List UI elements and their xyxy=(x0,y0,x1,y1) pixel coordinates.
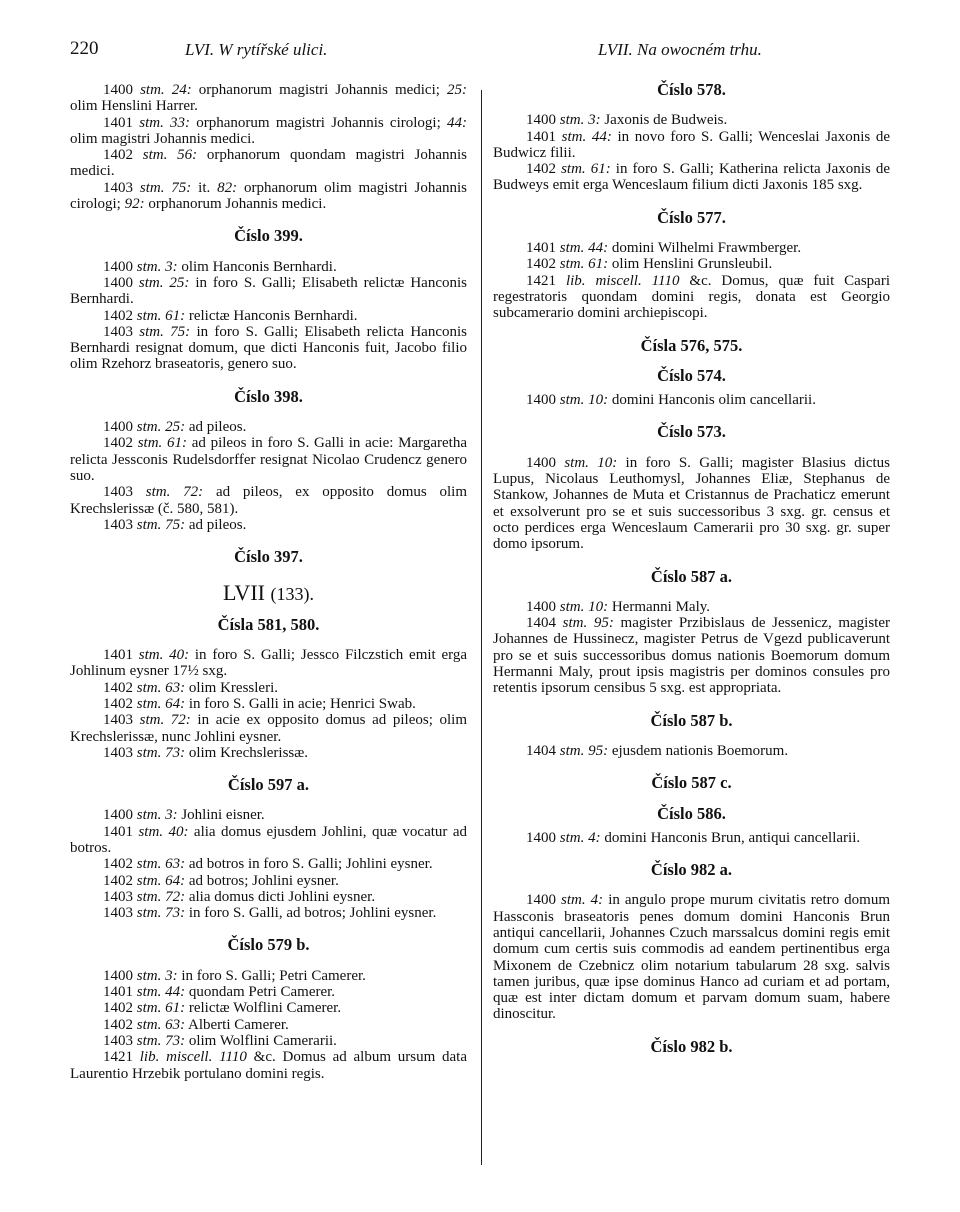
entry: 1404 stm. 95: ejusdem nationis Boemorum. xyxy=(526,742,789,759)
entry: 1403 stm. 73: in foro S. Galli, ad botros; Johlini eysner. xyxy=(103,905,437,922)
section-heading: Číslo 587 b. xyxy=(650,710,733,730)
page-number: 220 xyxy=(70,38,99,59)
entry: 1401 stm. 44: in novo foro S. Galli; Wenceslai Jaxonis de Budwicz filii. xyxy=(493,128,890,161)
section-heading: Číslo 587 c. xyxy=(651,773,732,793)
section-heading: Čísla 581, 580. xyxy=(217,614,320,634)
section-heading: Číslo 399. xyxy=(234,226,303,246)
section-heading: Číslo 578. xyxy=(657,80,726,99)
running-head-right: LVII. Na owocném trhu. xyxy=(598,40,762,59)
entry: 1403 stm. 75: ad pileos. xyxy=(103,516,247,533)
entry: 1402 stm. 61: relictæ Hanconis Bernhardi. xyxy=(103,307,358,324)
entry: 1400 stm. 3: Jaxonis de Budweis. xyxy=(526,112,728,129)
entry: 1403 stm. 73: olim Wolflini Camerarii. xyxy=(103,1032,337,1049)
left-column xyxy=(70,82,467,1082)
entry: 1421 lib. miscell. 1110 &c. Domus, quæ fuit Caspari regestratoris quondam domini regis, donata est Georgio subcamerario domini archiepiscopi. xyxy=(493,272,890,322)
right-column xyxy=(493,82,890,1069)
column-divider xyxy=(481,90,482,1165)
entry: 1400 stm. 10: in foro S. Galli; magister Blasius dictus Lupus, Nicolaus Leuthomysl, Johannes Eliæ, Stephanus de Stankow, Johannes de Muta et Cristannus de Prachaticz emerunt et exsolverunt pro se et suis successoribus 3 sxg. gr. census et octo perdices erga Wenceslaum Camerarii pro 30 sxg. gr. super domo ipsorum. xyxy=(493,454,890,553)
entry: 1403 stm. 75: in foro S. Galli; Elisabeth relicta Hanconis Bernhardi resignat domum, que dicti Hanconis fuit, Jacobo filio olim Rzehorz braseatoris, genero suo. xyxy=(70,323,468,373)
entry: 1402 stm. 61: in foro S. Galli; Katherina relicta Jaxonis de Budweys emit erga Wenceslaum filium dicti Jaxonis 185 sxg. xyxy=(493,161,890,194)
entry: 1400 stm. 25: in foro S. Galli; Elisabeth relictæ Hanconis Bernhardi. xyxy=(70,274,468,308)
section-heading: Číslo 587 a. xyxy=(650,566,733,586)
section-heading: Číslo 597 a. xyxy=(227,775,310,795)
chapter-heading: LVII (133). xyxy=(223,580,314,606)
section-heading: Číslo 573. xyxy=(657,422,726,442)
entry: 1401 stm. 44: quondam Petri Camerer. xyxy=(103,984,336,1001)
entry: 1400 stm. 10: Hermanni Maly. xyxy=(526,598,711,615)
entry: 1403 stm. 75: it. 82: orphanorum olim magistri Johannis cirologi; 92: orphanorum Johannis medici. xyxy=(70,179,467,213)
entry: 1402 stm. 61: ad pileos in foro S. Galli in acie: Margaretha relicta Jessconis Rudelsdorffer resignat Nicolao Crudencz genero suo. xyxy=(70,435,467,484)
entry: 1404 stm. 95: magister Przibislaus de Jessenicz, magister Johannes de Hussinecz, magister Petrus de Vgezd publicaverunt pro se et suis successoribus domus nationis Boemorum domum Hermanni Maly, prout ipsis magistris per dominos consules pro retentis ipsorum censibus 5 sxg. est appropriata. xyxy=(493,615,890,697)
entry: 1402 stm. 56: orphanorum quondam magistri Johannis medici. xyxy=(70,147,467,180)
entry: 1400 stm. 3: olim Hanconis Bernhardi. xyxy=(103,258,337,275)
entry: 1401 stm. 44: domini Wilhelmi Frawmberger. xyxy=(526,240,802,257)
entry: 1401 stm. 33: orphanorum magistri Johannis cirologi; 44: olim magistri Johannis medici. xyxy=(70,114,467,147)
entry: 1400 stm. 24: orphanorum magistri Johannis medici; 25: olim Henslini Harrer. xyxy=(70,82,467,115)
entry: 1402 stm. 63: olim Kressleri. xyxy=(103,679,278,696)
section-heading: Číslo 577. xyxy=(657,207,726,227)
entry: 1402 stm. 61: relictæ Wolflini Camerer. xyxy=(103,1000,342,1017)
entry: 1402 stm. 63: Alberti Camerer. xyxy=(103,1016,289,1033)
entry: 1400 stm. 10: domini Hanconis olim cancellarii. xyxy=(526,392,816,409)
section-heading: Číslo 398. xyxy=(234,386,303,406)
entry: 1400 stm. 3: in foro S. Galli; Petri Camerer. xyxy=(103,967,366,984)
entry: 1402 stm. 61: olim Henslini Grunsleubil. xyxy=(526,256,773,273)
entry: 1421 lib. miscell. 1110 &c. Domus ad album ursum data Laurentio Hrzebik portulano domini regis. xyxy=(70,1049,467,1082)
section-heading: Číslo 579 b. xyxy=(227,935,310,955)
entry: 1400 stm. 4: domini Hanconis Brun, antiqui cancellarii. xyxy=(526,829,861,846)
entry: 1402 stm. 64: ad botros; Johlini eysner. xyxy=(103,872,339,889)
page-header xyxy=(70,38,900,68)
entry: 1400 stm. 25: ad pileos. xyxy=(103,419,247,436)
section-heading: Číslo 982 a. xyxy=(650,860,733,880)
running-head-left: LVI. W rytířské ulici. xyxy=(185,40,328,59)
entry: 1403 stm. 72: alia domus dicti Johlini eysner. xyxy=(103,888,376,905)
entry: 1403 stm. 73: olim Krechslerissæ. xyxy=(103,744,308,761)
entry: 1400 stm. 4: in angulo prope murum civitatis retro domum Hassconis braseatoris penes domum domini Hanconis Brun antiqui cancellarii, Johannes Czuch marssalcus domini regis emit domum cum certis suis commodis ad eandem pertinentibus erga Mixonem de Czebnicz olim notarium tabularum 28 sxg. salvis tamen juribus, quæ ipse dominus Hanco ad curiam et ad portam, quæ est inter dictam domum et parvam domum suam, habere dinoscitur. xyxy=(493,892,890,1023)
entry: 1400 stm. 3: Johlini eisner. xyxy=(103,807,265,824)
section-heading: Číslo 586. xyxy=(657,803,726,823)
entry: 1401 stm. 40: in foro S. Galli; Jessco Filczstich emit erga Johlinum eysner 17½ sxg. xyxy=(70,647,467,680)
entry: 1403 stm. 72: in acie ex opposito domus ad pileos; olim Krechslerissæ, nunc Johlini eysner. xyxy=(70,712,467,745)
section-heading: Číslo 982 b. xyxy=(650,1036,733,1056)
entry: 1403 stm. 72: ad pileos, ex opposito domus olim Krechslerissæ (č. 580, 581). xyxy=(70,484,467,517)
section-heading: Číslo 574. xyxy=(657,365,726,385)
entry: 1402 stm. 64: in foro S. Galli in acie; Henrici Swab. xyxy=(103,695,416,712)
section-heading: Čísla 576, 575. xyxy=(640,335,743,355)
entry: 1401 stm. 40: alia domus ejusdem Johlini, quæ vocatur ad botros. xyxy=(70,823,467,856)
section-heading: Číslo 397. xyxy=(234,547,303,567)
entry: 1402 stm. 63: ad botros in foro S. Galli; Johlini eysner. xyxy=(103,856,433,873)
